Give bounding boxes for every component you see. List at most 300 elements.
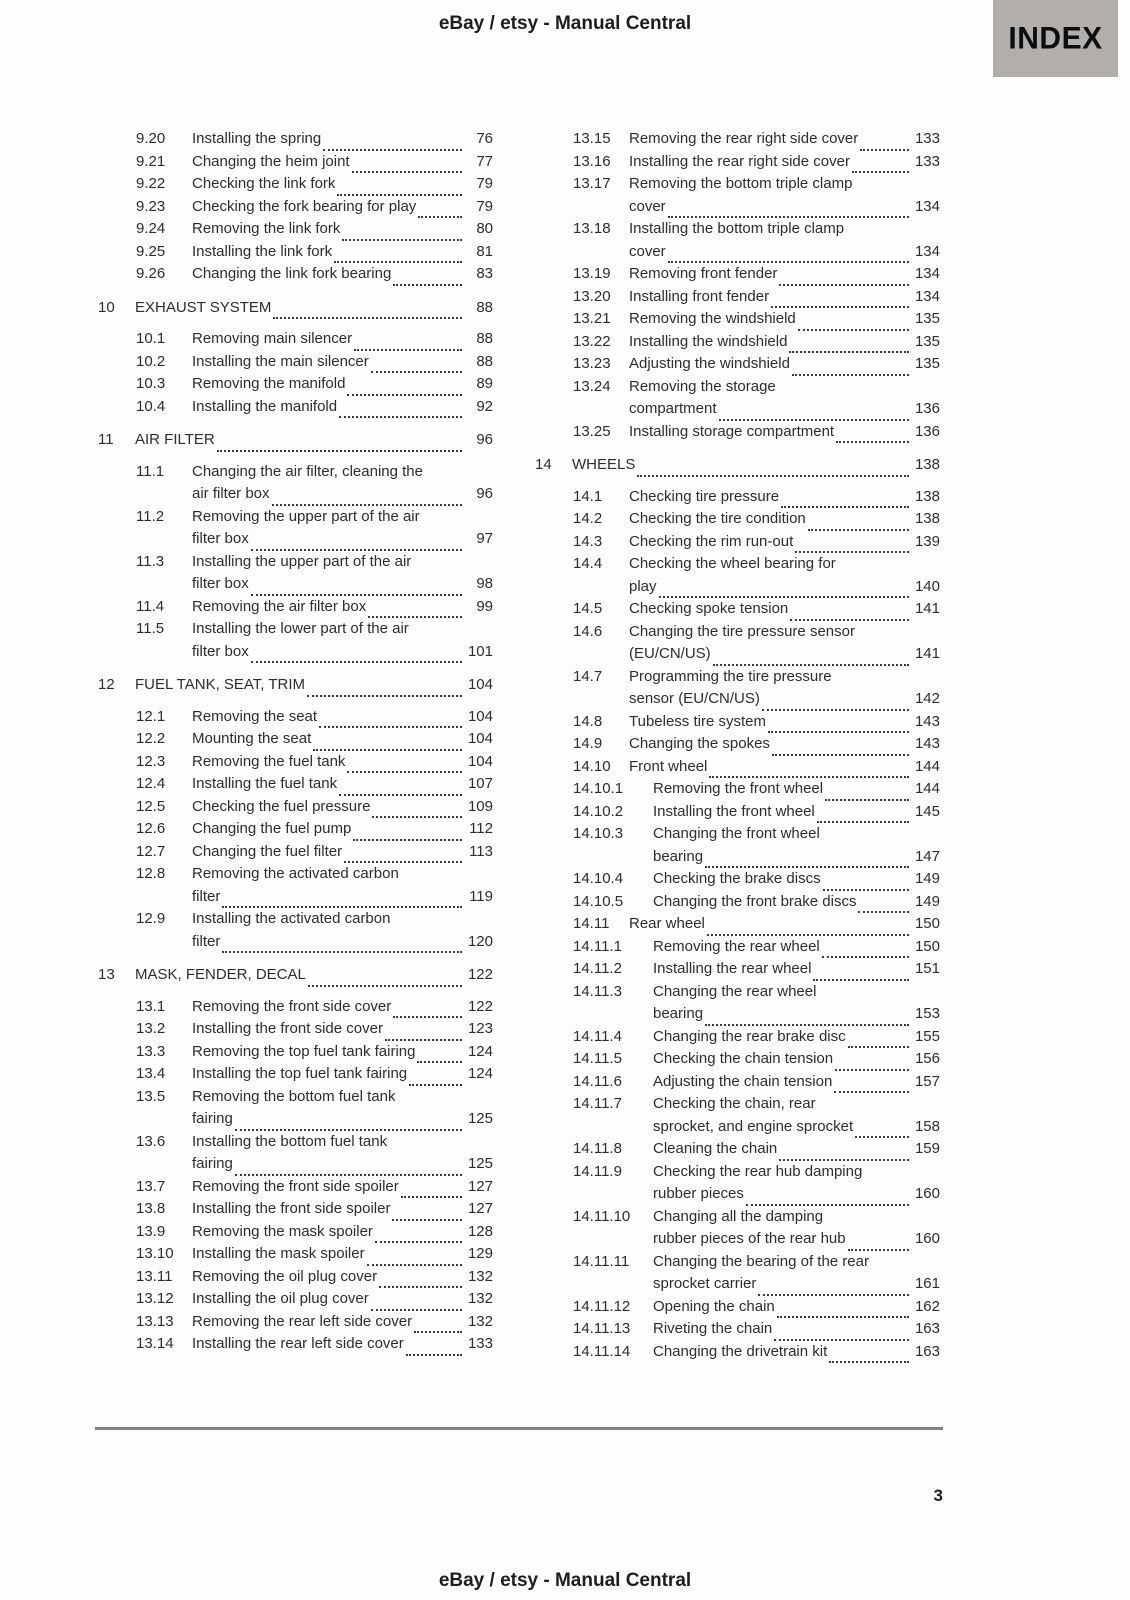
toc-entry-body	[192, 596, 493, 619]
toc-entry-body	[192, 818, 493, 841]
toc-entry-body	[192, 1311, 493, 1334]
toc-entry-page: 149	[914, 870, 940, 887]
toc-entry-title: bearing	[653, 847, 704, 865]
toc-entry-number: 14.10	[573, 757, 611, 775]
toc-entry-body	[653, 1251, 940, 1296]
toc-entry-title: Installing the front wheel	[653, 802, 815, 820]
dot-leader	[379, 1270, 462, 1288]
toc-entry-body	[135, 964, 493, 987]
toc-column-right	[535, 128, 940, 1363]
toc-entry-number: 14.11.4	[573, 1027, 622, 1045]
toc-entry-page: 124	[467, 1065, 493, 1082]
toc-entry-title: Removing the front wheel	[653, 780, 824, 797]
dot-leader	[790, 603, 909, 621]
toc-entry-body	[192, 1243, 493, 1266]
dot-leader	[371, 1293, 462, 1311]
toc-entry-title: Installing the front side cover	[192, 1020, 383, 1037]
dot-leader	[371, 355, 462, 373]
toc-entry-body	[192, 996, 493, 1019]
toc-entry-number: 14.11.10	[573, 1207, 631, 1225]
toc-entry-body	[629, 263, 940, 286]
toc-entry	[535, 486, 940, 509]
toc-entry-number: 14.11.3	[573, 982, 622, 1000]
dot-leader	[719, 403, 909, 421]
toc-entry-title: Removing the front side cover	[192, 997, 392, 1015]
toc-entry	[98, 1176, 493, 1199]
toc-entry-page: 101	[467, 642, 493, 660]
toc-entry-page: 125	[467, 1155, 493, 1172]
toc-entry-title: bearing	[653, 1005, 704, 1022]
toc-entry-number: 12.6	[136, 820, 166, 837]
toc-entry-page: 143	[914, 735, 940, 752]
toc-entry	[535, 263, 940, 286]
toc-entry-number: 13.15	[573, 130, 611, 147]
toc-entry-number: 14.10.4	[573, 870, 624, 887]
toc-entry-body	[192, 1266, 493, 1289]
toc-entry-title: sprocket carrier	[653, 1275, 757, 1292]
toc-entry-title: Mounting the seat	[192, 730, 312, 747]
dot-leader	[834, 1075, 909, 1093]
toc-entry	[98, 196, 493, 219]
toc-entry-title-line: Changing the air filter, cleaning the	[192, 462, 423, 480]
toc-entry-number: 13.11	[136, 1267, 173, 1285]
toc-entry-title: filter	[192, 932, 221, 950]
dot-leader	[705, 850, 909, 868]
dot-leader	[852, 155, 909, 173]
toc-entry-title: Changing the front brake discs	[653, 892, 857, 910]
dot-leader	[392, 1203, 462, 1221]
toc-entry-body	[192, 1288, 493, 1311]
toc-entry-page: 147	[914, 847, 940, 865]
toc-entry-body	[653, 1071, 940, 1094]
toc-entry-page: 125	[467, 1110, 493, 1127]
toc-entry-number: 13.16	[573, 152, 611, 170]
toc-entry-number: 14.11.14	[573, 1342, 631, 1360]
toc-entry-number: 13.20	[573, 287, 611, 305]
toc-entry-number: 10.4	[136, 397, 166, 415]
toc-entry-title-line: Checking the chain, rear	[653, 1095, 816, 1112]
toc-entry-title-line: Changing the tire pressure sensor	[629, 622, 855, 640]
dot-leader	[414, 1315, 462, 1333]
toc-entry-body	[653, 958, 940, 981]
toc-entry-body	[653, 1341, 940, 1364]
toc-entry-number: 12	[98, 676, 115, 693]
toc-entry-body	[192, 173, 493, 196]
toc-entry	[535, 454, 940, 477]
dot-leader	[339, 400, 462, 418]
toc-entry-title: Removing the fuel tank	[192, 752, 346, 770]
toc-entry-number: 13.14	[136, 1335, 174, 1352]
toc-entry	[98, 396, 493, 419]
toc-entry-number: 14.4	[573, 555, 603, 572]
toc-entry-title: play	[629, 577, 657, 595]
toc-entry-number: 10	[98, 298, 115, 316]
toc-entry-title: Installing the mask spoiler	[192, 1245, 365, 1262]
toc-entry-title: Changing the fuel pump	[192, 820, 352, 837]
toc-entry-number: 14.6	[573, 622, 603, 640]
toc-entry-number: 13.4	[136, 1065, 166, 1082]
dot-leader	[823, 873, 909, 891]
toc-entry-body	[629, 756, 940, 779]
toc-entry	[98, 218, 493, 241]
toc-entry-title: Changing the fuel filter	[192, 842, 343, 860]
toc-entry-page: 123	[467, 1020, 493, 1037]
toc-entry	[535, 1093, 940, 1138]
dot-leader	[774, 1323, 909, 1341]
toc-entry-page: 135	[914, 355, 940, 372]
toc-entry-title: Removing main silencer	[192, 330, 353, 347]
toc-entry-title: air filter box	[192, 485, 270, 502]
dot-leader	[235, 1158, 462, 1176]
toc-entry-page: 140	[914, 577, 940, 595]
toc-entry	[535, 1251, 940, 1296]
toc-entry	[98, 751, 493, 774]
toc-entry-page: 141	[914, 645, 940, 662]
toc-entry-title: rubber pieces	[653, 1185, 744, 1202]
toc-entry	[535, 778, 940, 801]
toc-entry-page: 139	[914, 532, 940, 550]
toc-entry-title: Installing front fender	[629, 287, 770, 305]
toc-entry	[535, 1296, 940, 1319]
toc-entry	[535, 1071, 940, 1094]
dot-leader	[352, 155, 462, 173]
dot-leader	[342, 223, 462, 241]
toc-entry-number: 12.3	[136, 752, 166, 770]
dot-leader	[393, 1000, 462, 1018]
dot-leader	[848, 1233, 909, 1251]
toc-entry	[98, 1198, 493, 1221]
toc-entry-title: compartment	[629, 400, 717, 417]
toc-entry	[98, 351, 493, 374]
toc-entry-page: 160	[914, 1185, 940, 1202]
toc-entry	[98, 996, 493, 1019]
dot-leader	[222, 890, 462, 908]
toc-entry-title: Checking tire pressure	[629, 487, 780, 505]
toc-entry	[535, 128, 940, 151]
toc-entry-page: 129	[467, 1245, 493, 1262]
toc-entry-body	[653, 1318, 940, 1341]
toc-entry-body	[192, 396, 493, 419]
toc-entry-title: filter box	[192, 575, 249, 592]
toc-entry-page: 144	[914, 757, 940, 775]
toc-entry-page: 97	[476, 530, 493, 547]
toc-entry-page: 89	[476, 375, 493, 392]
toc-entry	[535, 553, 940, 598]
toc-entry-body	[192, 1221, 493, 1244]
toc-entry-page: 113	[469, 842, 493, 860]
toc-entry-page: 136	[914, 400, 940, 417]
toc-entry	[98, 964, 493, 987]
toc-entry-body	[653, 1161, 940, 1206]
toc-entry-number: 13.8	[136, 1200, 166, 1217]
toc-entry	[98, 373, 493, 396]
toc-entry-page: 96	[476, 485, 493, 502]
toc-entry-title: cover	[629, 197, 666, 215]
page-footer-title: eBay / etsy - Manual Central	[438, 1570, 692, 1591]
dot-leader	[659, 580, 909, 598]
toc-entry	[535, 756, 940, 779]
toc-entry-page: 158	[914, 1117, 940, 1135]
toc-entry-page: 134	[914, 197, 940, 215]
toc-entry-page: 136	[914, 422, 940, 440]
toc-entry-page: 127	[467, 1200, 493, 1217]
toc-entry-body	[192, 373, 493, 396]
toc-entry-number: 9.25	[136, 242, 166, 260]
toc-entry-body	[653, 1048, 940, 1071]
toc-entry	[98, 241, 493, 264]
dot-leader	[354, 333, 462, 351]
dot-leader	[817, 805, 909, 823]
toc-entry	[98, 618, 493, 663]
toc-entry	[98, 1288, 493, 1311]
toc-entry-page: 160	[914, 1230, 940, 1247]
dot-leader	[707, 918, 909, 936]
toc-entry-number: 9.24	[136, 220, 166, 237]
toc-entry-title: Installing storage compartment	[629, 422, 835, 440]
toc-entry	[535, 598, 940, 621]
toc-entry-body	[572, 454, 940, 477]
toc-entry-page: 99	[476, 597, 493, 615]
toc-entry-body	[192, 706, 493, 729]
toc-entry-page: 134	[914, 242, 940, 260]
toc-entry-number: 14.11	[573, 915, 610, 932]
toc-entry-number: 14.3	[573, 532, 603, 550]
toc-entry	[98, 461, 493, 506]
toc-entry-page: 150	[914, 915, 940, 932]
toc-entry-body	[192, 151, 493, 174]
toc-entry-number: 11	[98, 431, 114, 448]
toc-entry-body	[629, 508, 940, 531]
dot-leader	[858, 895, 909, 913]
toc-entry-body	[192, 506, 493, 551]
toc-entry-title: (EU/CN/US)	[629, 645, 711, 662]
toc-entry-page: 142	[914, 690, 940, 707]
toc-entry	[535, 891, 940, 914]
toc-entry-body	[629, 666, 940, 711]
toc-entry-title: Changing the link fork bearing	[192, 265, 392, 282]
toc-entry-title-line: Installing the bottom triple clamp	[629, 220, 845, 237]
toc-entry-page: 128	[467, 1222, 493, 1240]
dot-leader	[808, 513, 909, 531]
toc-entry-title: cover	[629, 242, 666, 260]
toc-entry-page: 156	[914, 1050, 940, 1067]
dot-leader	[668, 245, 909, 263]
toc-entry-page: 135	[914, 310, 940, 327]
toc-entry-number: 14.11.11	[573, 1252, 630, 1270]
toc-entry-page: 133	[914, 152, 940, 170]
toc-entry-title-line: Programming the tire pressure	[629, 667, 832, 685]
toc-entry-number: 13	[98, 966, 115, 983]
toc-entry-number: 14.8	[573, 712, 603, 730]
dot-leader	[406, 1338, 462, 1356]
toc-entry-title: Checking the fork bearing for play	[192, 197, 417, 215]
toc-entry	[535, 913, 940, 936]
toc-entry-number: 13.12	[136, 1290, 174, 1307]
dot-leader	[272, 488, 462, 506]
toc-entry-number: 9.21	[136, 152, 166, 170]
toc-entry-number: 13.18	[573, 220, 611, 237]
toc-entry-title: Removing the windshield	[629, 310, 796, 327]
toc-entry	[98, 596, 493, 619]
toc-entry-body	[629, 128, 940, 151]
toc-entry-number: 11.1	[136, 462, 165, 480]
toc-entry-page: 162	[914, 1297, 940, 1315]
toc-entry-title: FUEL TANK, SEAT, TRIM	[135, 676, 306, 693]
dot-leader	[768, 715, 909, 733]
dot-leader	[762, 693, 909, 711]
toc-entry-page: 132	[467, 1267, 493, 1285]
toc-entry-body	[192, 351, 493, 374]
toc-entry-body	[653, 891, 940, 914]
toc-entry-page: 138	[914, 510, 940, 527]
dot-leader	[709, 760, 909, 778]
dot-leader	[323, 133, 462, 151]
toc-entry-body	[629, 913, 940, 936]
toc-entry-number: 13.6	[136, 1132, 166, 1150]
toc-entry-title: Rear wheel	[629, 915, 705, 932]
toc-entry-title: Removing the mask spoiler	[192, 1222, 373, 1240]
toc-entry-page: 157	[914, 1072, 940, 1090]
toc-entry-body	[629, 621, 940, 666]
toc-entry	[535, 376, 940, 421]
toc-entry	[535, 1026, 940, 1049]
toc-entry-body	[629, 331, 940, 354]
toc-entry-page: 80	[476, 220, 493, 237]
toc-entry-number: 14.10.1	[573, 780, 624, 797]
toc-entry-page: 76	[476, 130, 493, 147]
dot-leader	[825, 783, 909, 801]
toc-entry-body	[192, 263, 493, 286]
toc-entry-title: Installing the top fuel tank fairing	[192, 1065, 408, 1082]
toc-entry-page: 122	[467, 997, 493, 1015]
toc-entry	[98, 841, 493, 864]
dot-leader	[307, 679, 462, 697]
toc-entry	[98, 1131, 493, 1176]
toc-entry	[98, 796, 493, 819]
toc-entry-page: 88	[476, 352, 493, 370]
dot-leader	[319, 710, 462, 728]
toc-entry-number: 9.20	[136, 130, 166, 147]
page-header-title: eBay / etsy - Manual Central	[438, 13, 692, 34]
toc-entry	[535, 711, 940, 734]
dot-leader	[308, 969, 462, 987]
dot-leader	[313, 733, 462, 751]
dot-leader	[705, 1008, 909, 1026]
toc-entry-page: 134	[914, 287, 940, 305]
toc-entry-body	[653, 778, 940, 801]
toc-entry-body	[135, 674, 493, 697]
toc-entry-number: 14.11.6	[573, 1072, 622, 1090]
toc-entry-title-line: Changing the bearing of the rear	[653, 1252, 869, 1270]
toc-entry-number: 14.10.2	[573, 802, 624, 820]
toc-entry-body	[192, 1198, 493, 1221]
page-number: 3	[933, 1486, 943, 1505]
toc-entry-number: 13.17	[573, 175, 611, 192]
dot-leader	[334, 245, 462, 263]
toc-entry	[535, 286, 940, 309]
toc-entry-title: Adjusting the chain tension	[653, 1072, 833, 1090]
toc-entry-title: Front wheel	[629, 757, 708, 775]
toc-entry-title: AIR FILTER	[135, 431, 215, 448]
toc-entry-body	[629, 711, 940, 734]
toc-entry-number: 14.11.7	[573, 1095, 622, 1112]
toc-entry-title: Checking spoke tension	[629, 600, 789, 617]
toc-entry-body	[192, 1086, 493, 1131]
toc-entry-page: 77	[476, 152, 493, 170]
toc-entry-title: Changing the rear brake disc	[653, 1027, 846, 1045]
dot-leader	[353, 823, 462, 841]
dot-leader	[713, 648, 909, 666]
toc-entry-number: 9.26	[136, 265, 166, 282]
toc-entry-page: 104	[467, 676, 493, 693]
toc-entry-number: 13.21	[573, 310, 611, 327]
toc-entry-page: 132	[467, 1312, 493, 1330]
toc-entry-title-line: Installing the lower part of the air	[192, 620, 409, 637]
dot-leader	[795, 535, 909, 553]
toc-entry-title: Checking the link fork	[192, 175, 336, 192]
toc-entry	[535, 733, 940, 756]
toc-entry	[98, 773, 493, 796]
toc-entry	[535, 801, 940, 824]
toc-entry-page: 92	[476, 397, 493, 415]
toc-entry-number: 14.11.13	[573, 1320, 631, 1337]
toc-entry	[535, 1161, 940, 1206]
toc-entry-body	[653, 823, 940, 868]
dot-leader	[792, 358, 909, 376]
toc-entry	[98, 1041, 493, 1064]
toc-entry-body	[629, 486, 940, 509]
toc-entry-title: Installing the windshield	[629, 332, 788, 350]
toc-entry-number: 9.23	[136, 197, 166, 215]
toc-entry-title: Removing the manifold	[192, 375, 346, 392]
toc-entry	[98, 1221, 493, 1244]
toc-entry-number: 13.9	[136, 1222, 166, 1240]
toc-entry-title-line: Removing the bottom triple clamp	[629, 175, 853, 192]
toc-entry-title: Checking the chain tension	[653, 1050, 834, 1067]
toc-entry-page: 104	[467, 730, 493, 747]
toc-entry	[535, 1048, 940, 1071]
toc-entry-title: Opening the chain	[653, 1297, 775, 1315]
dot-leader	[367, 1248, 462, 1266]
toc-entry	[535, 353, 940, 376]
toc-entry-body	[629, 353, 940, 376]
toc-entry-title: WHEELS	[572, 456, 636, 473]
toc-entry-number: 13.3	[136, 1042, 166, 1060]
dot-leader	[417, 1045, 462, 1063]
toc-entry-number: 14.7	[573, 667, 603, 685]
toc-entry	[98, 551, 493, 596]
toc-entry-title: Removing the rear right side cover	[629, 130, 859, 147]
toc-entry-page: 122	[467, 966, 493, 983]
toc-entry-body	[192, 196, 493, 219]
toc-entry-number: 12.7	[136, 842, 166, 860]
toc-entry-body	[192, 551, 493, 596]
dot-leader	[835, 1053, 909, 1071]
toc-entry-body	[135, 297, 493, 320]
index-tab-label: INDEX	[1008, 20, 1103, 56]
toc-entry-number: 10.2	[136, 352, 166, 370]
toc-entry-title: Installing the rear right side cover	[629, 152, 850, 170]
toc-entry-number: 10.3	[136, 375, 166, 392]
toc-entry-title-line: Removing the storage	[629, 377, 776, 395]
toc-entry-title: filter box	[192, 530, 249, 547]
dot-leader	[779, 268, 909, 286]
dot-leader	[235, 1113, 462, 1131]
toc-entry	[98, 728, 493, 751]
toc-entry	[535, 531, 940, 554]
toc-entry-title: Removing the oil plug cover	[192, 1267, 378, 1285]
toc-entry-number: 14.11.2	[573, 960, 622, 977]
